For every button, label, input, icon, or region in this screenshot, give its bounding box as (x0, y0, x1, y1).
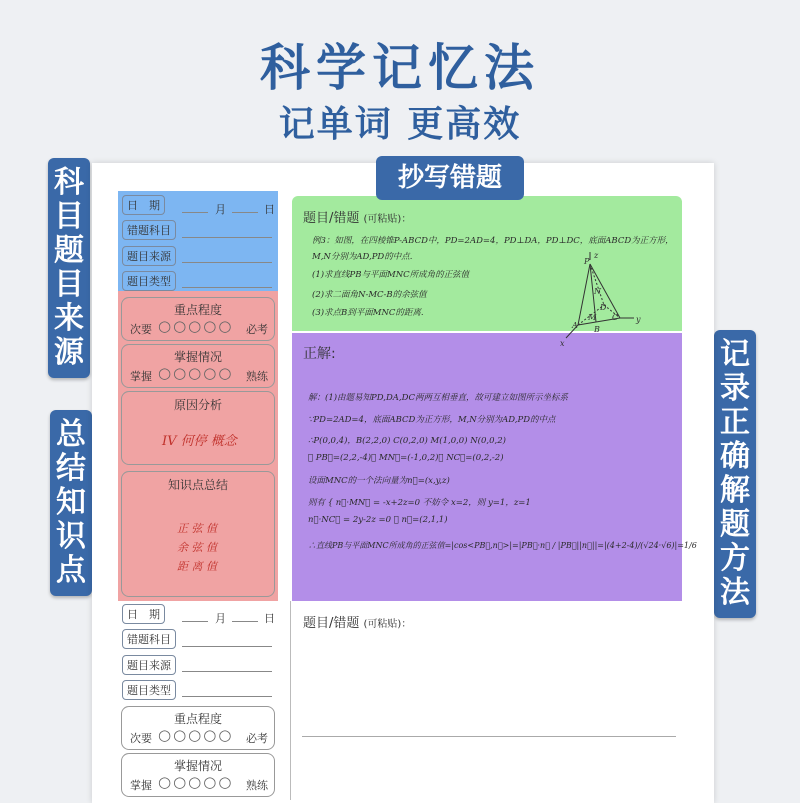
diagram-label-m: M (588, 313, 597, 322)
question-header-bottom (303, 612, 411, 631)
pyramid-diagram (548, 250, 668, 350)
mastery-rating[interactable]: ○○○○○ (158, 364, 234, 382)
question-line: 例3：如图，在四棱锥P-ABCD中，PD=2AD=4，PD⊥DA，PD⊥DC，底面ABCD为正方形， (312, 236, 674, 246)
divider (302, 736, 676, 737)
cause-text: IV 何停 概念 (162, 434, 237, 449)
importance-title: 重点程度 (173, 303, 222, 317)
importance-rating[interactable]: ○○○○○ (158, 726, 234, 744)
date-tag: 日 期 (122, 604, 165, 624)
importance-low: 次要 (130, 323, 152, 336)
summary-box (121, 471, 275, 597)
answer-line: ∴P(0,0,4)，B(2,2,0) C(0,2,0) M(1,0,0) N(0,0,2) (308, 436, 506, 446)
subject-tag: 错题科目 (122, 220, 176, 240)
label-correct-method: 记录正确解题方法 (714, 330, 756, 618)
diagram-label-y: y (636, 315, 641, 324)
summary-item: 正 弦 值 (177, 522, 217, 535)
divider (290, 601, 291, 800)
date-tag: 日 期 (122, 195, 165, 215)
subtitle: 记单词 更高效 (278, 104, 522, 145)
question-label: 题目/错题 (303, 616, 360, 631)
answer-line: n⃗·NC⃗ = 2y-2z =0 ∴ n⃗=(2,1,1) (308, 515, 448, 525)
question-line: (3)求点B到平面MNC的距离. (312, 308, 424, 318)
summary-item: 余 弦 值 (177, 541, 217, 554)
source-tag: 题目来源 (122, 246, 176, 266)
highlight-answer-area (292, 333, 682, 601)
diagram-label-a: A (572, 321, 578, 330)
diagram-label-x: x (560, 339, 565, 348)
mastery-rating[interactable]: ○○○○○ (158, 773, 234, 791)
mastery-box (121, 344, 275, 388)
diagram-label-z: z (594, 251, 599, 260)
mastery-low: 掌握 (130, 370, 152, 383)
main-title: 科学记忆法 (260, 39, 540, 97)
answer-label: 正解: (303, 346, 336, 362)
question-note: (可粘贴)： (363, 619, 412, 630)
importance-rating[interactable]: ○○○○○ (158, 317, 234, 335)
diagram-label-n: N (594, 287, 601, 296)
month-label: 月 (215, 612, 226, 625)
mastery-high: 熟练 (246, 370, 268, 383)
answer-line: ∴直线PB与平面MNC所成角的正弦值=|cos<PB⃗,n⃗>|=|PB⃗·n⃗ / |PB⃗||n⃗||=|(4+2-4)/(√24·√6)|=1/6 (308, 541, 697, 550)
mastery-box (121, 753, 275, 797)
answer-line: ∴ PB⃗=(2,2,-4)， MN⃗=(-1,0,2)， NC⃗=(0,2,-2) (308, 453, 504, 463)
question-note: (可粘贴)： (363, 214, 412, 225)
day-label: 日 (264, 612, 275, 625)
subject-tag: 错题科目 (122, 629, 176, 649)
question-line: (2)求二面角N-MC-B的余弦值 (312, 290, 427, 300)
importance-title: 重点程度 (173, 712, 222, 726)
mastery-low: 掌握 (130, 779, 152, 792)
diagram-label-p: P (584, 257, 590, 266)
summary-title: 知识点总结 (167, 478, 228, 492)
label-subject-source: 科目题目来源 (48, 158, 90, 378)
day-label: 日 (264, 203, 275, 216)
answer-line: ∵PD=2AD=4，底面ABCD为正方形，M,N分别为AD,PD的中点 (308, 415, 556, 425)
importance-low: 次要 (130, 732, 152, 745)
answer-line: 设面MNC的一个法向量为n⃗=(x,y,z) (308, 476, 450, 486)
answer-line: 则有 { n⃗·MN⃗ = -x+2z=0 不妨令 x=2，则 y=1，z=1 (308, 498, 531, 508)
importance-box (121, 706, 275, 750)
copy-mistake-badge: 抄写错题 (376, 156, 524, 200)
month-label: 月 (215, 203, 226, 216)
answer-line: 解：(1)由题易知PD,DA,DC两两互相垂直，故可建立如图所示坐标系 (308, 393, 568, 403)
question-line: (1)求直线PB与平面MNC所成角的正弦值 (312, 270, 470, 280)
mastery-title: 掌握情况 (173, 350, 222, 364)
cause-box (121, 391, 275, 465)
question-label: 题目/错题 (303, 211, 360, 226)
mastery-title: 掌握情况 (173, 759, 222, 773)
type-tag: 题目类型 (122, 271, 176, 291)
label-summary: 总结知识点 (50, 410, 92, 596)
diagram-label-c: C (612, 313, 619, 322)
cause-title: 原因分析 (173, 398, 222, 412)
diagram-label-b: B (594, 325, 600, 334)
summary-item: 距 离 值 (177, 560, 217, 573)
importance-high: 必考 (246, 323, 268, 336)
source-tag: 题目来源 (122, 655, 176, 675)
question-line: M,N分别为AD,PD的中点. (312, 252, 413, 262)
type-tag: 题目类型 (122, 680, 176, 700)
question-header (303, 207, 411, 226)
mastery-high: 熟练 (246, 779, 268, 792)
importance-high: 必考 (246, 732, 268, 745)
importance-box (121, 297, 275, 341)
diagram-label-d: D (600, 303, 607, 312)
